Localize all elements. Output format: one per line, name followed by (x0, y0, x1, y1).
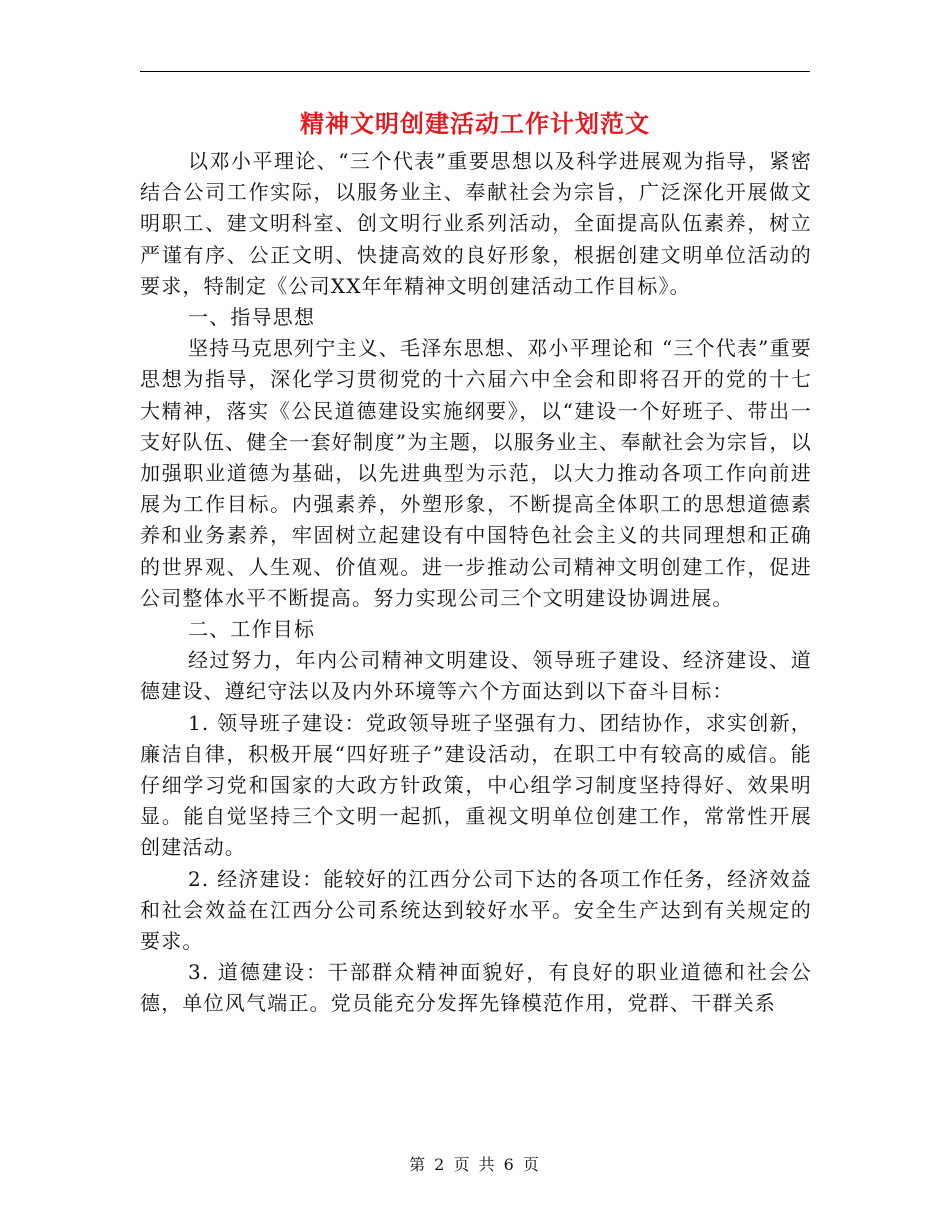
paragraph-intro: 以邓小平理论、“三个代表”重要思想以及科学进展观为指导，紧密结合公司工作实际，以服务业主、奉献社会为宗旨，广泛深化开展做文明职工、建文明科室、创文明行业系列活动，全面提高队伍素养，树立严谨有序、公正文明、快捷高效的良好形象，根据创建文明单位活动的要求，特制定《公司XX年年精神文明创建活动工作目标》。 (140, 149, 812, 298)
header-rule (140, 71, 810, 72)
section-heading-work-goals: 二、工作目标 (188, 617, 316, 642)
document-body (140, 146, 812, 1020)
paragraph-goal-leadership: 1. 领导班子建设：党政领导班子坚强有力、团结协作，求实创新，廉洁自律，积极开展“四好班子”建设活动，在职工中有较高的威信。能仔细学习党和国家的大政方针政策，中心组学习制度坚持得好、效果明显。能自觉坚持三个文明一起抓，重视文明单位创建工作，常常性开展创建活动。 (140, 710, 812, 860)
paragraph-goal-economy: 2. 经济建设：能较好的江西分公司下达的各项工作任务，经济效益和社会效益在江西分公司系统达到较好水平。安全生产达到有关规定的要求。 (140, 866, 812, 954)
document-title: 精神文明创建活动工作计划范文 (300, 109, 650, 138)
page-number-footer: 第 2 页 共 6 页 (409, 1155, 541, 1174)
paragraph-goal-morality: 3. 道德建设：干部群众精神面貌好，有良好的职业道德和社会公德，单位风气端正。党员能充分发挥先锋模范作用，党群、干群关系 (140, 960, 812, 1016)
paragraph-guiding-thought: 坚持马克思列宁主义、毛泽东思想、邓小平理论和 “三个代表”重要思想为指导，深化学习贯彻党的十六届六中全会和即将召开的党的十七大精神，落实《公民道德建设实施纲要》，以“建设一个好班子、带出一支好队伍、健全一套好制度”为主题，以服务业主、奉献社会为宗旨，以加强职业道德为基础，以先进典型为示范，以大力推动各项工作向前进展为工作目标。内强素养，外塑形象，不断提高全体职工的思想道德素养和业务素养，牢固树立起建设有中国特色社会主义的共同理想和正确的世界观、人生观、价值观。进一步推动公司精神文明创建工作，促进公司整体水平不断提高。努力实现公司三个文明建设协调进展。 (140, 336, 813, 610)
paragraph-goals-intro: 经过努力，年内公司精神文明建设、领导班子建设、经济建设、道德建设、遵纪守法以及内外环境等六个方面达到以下奋斗目标： (140, 648, 812, 704)
section-heading-guiding-thought: 一、指导思想 (188, 305, 316, 330)
